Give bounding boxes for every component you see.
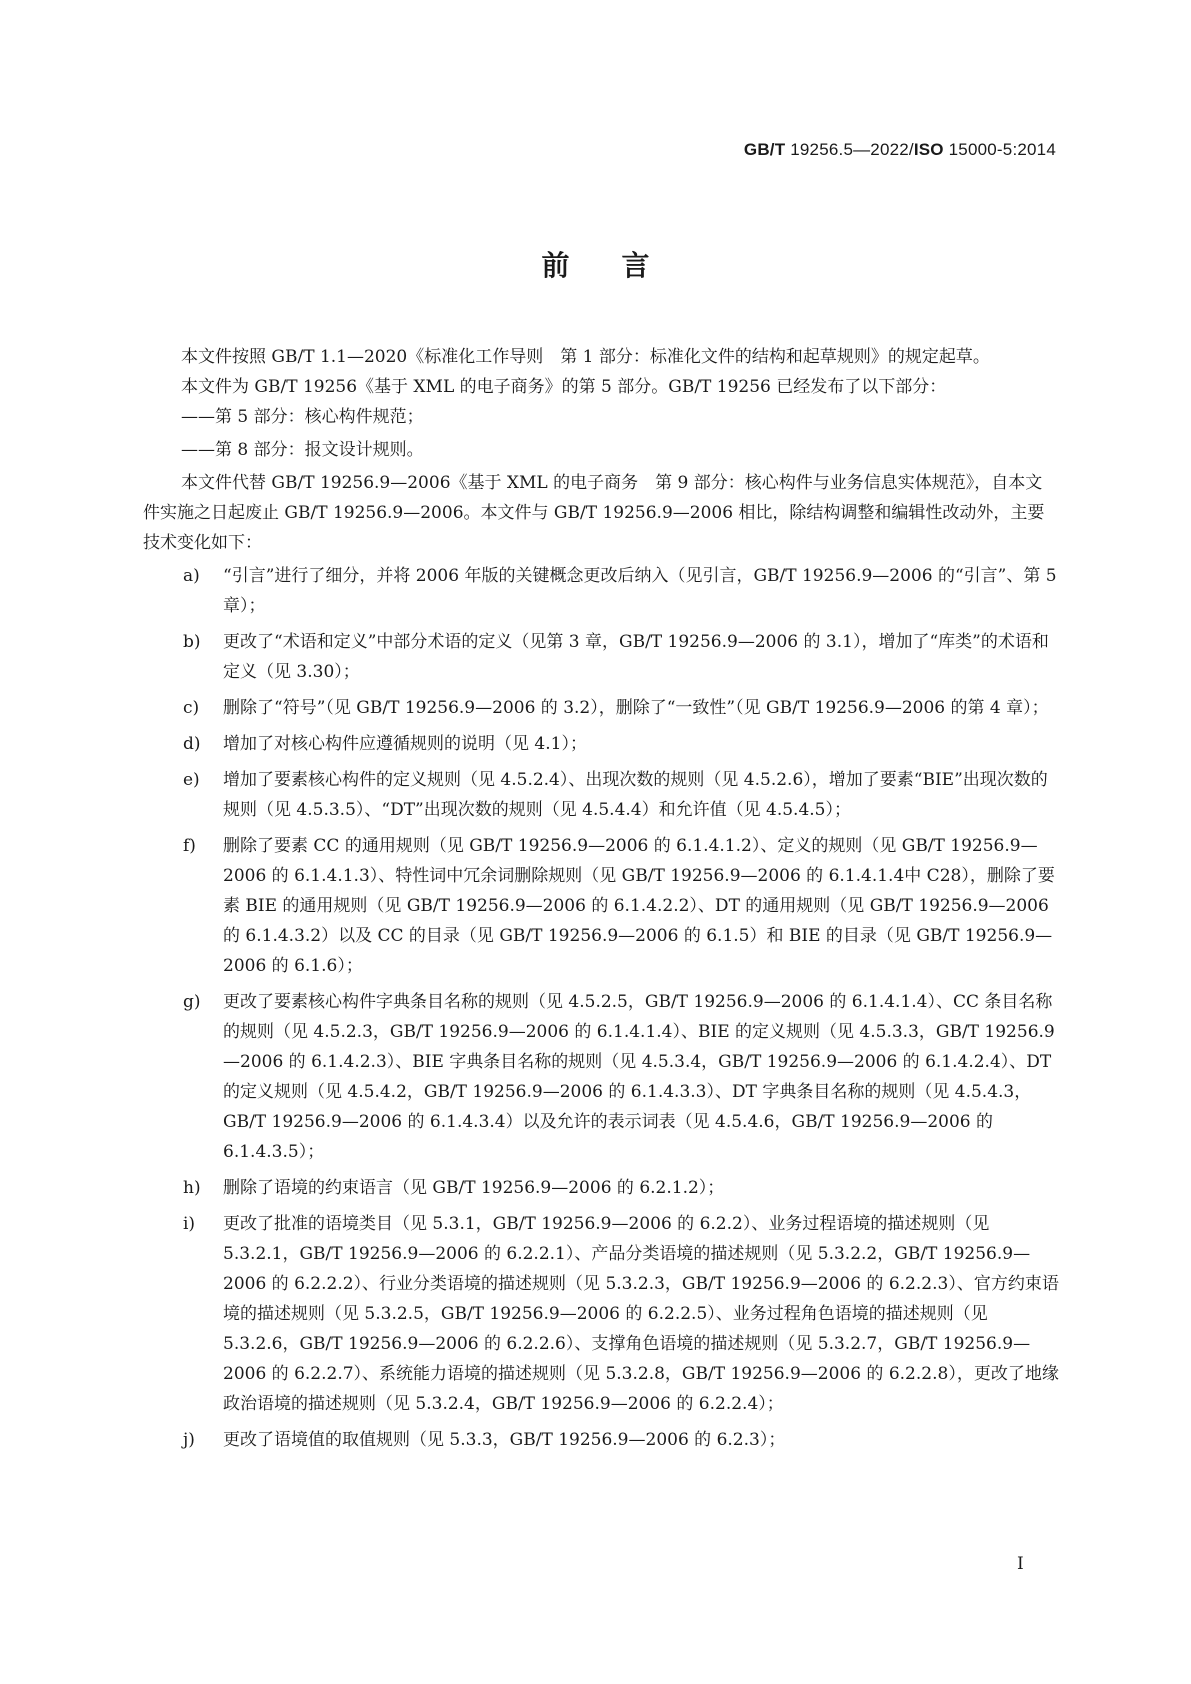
change-text: 更改了批准的语境类目（见 5.3.1，GB/T 19256.9—2006 的 6.2.2）、业务过程语境的描述规则（见 5.3.2.1，GB/T 19256.9—2006 的 6.2.2.1）、产品分类语境的描述规则（见 5.3.2.2，GB/T 19256.9—2006 的 6.2.2.2）、行业分类语境的描述规则（见 5.3.2.3，GB/T 19256.9—2006 的 6.2.2.3）、官方约束语境的描述规则（见 5.3.2.5，GB/T 19256.9—2006 的 6.2.2.5）、业务过程角色语境的描述规则（见 5.3.2.6，GB/T 19256.9—2006 的 6.2.2.6）、支撑角色语境的描述规则（见 5.3.2.7，GB/T 19256.9—2006 的 6.2.2.7）、系统能力语境的描述规则（见 5.3.2.8，GB/T 19256.9—2006 的 6.2.2.8），更改了地缘政治语境的描述规则（见 5.3.2.4，GB/T 19256.9—2006 的 6.2.2.4）；	[223, 1214, 1059, 1414]
change-marker: e)	[183, 770, 200, 790]
change-text: 删除了“符号”（见 GB/T 19256.9—2006 的 3.2），删除了“一致性”（见 GB/T 19256.9—2006 的第 4 章）；	[223, 698, 1049, 718]
change-text: 更改了“术语和定义”中部分术语的定义（见第 3 章，GB/T 19256.9—2006 的 3.1），增加了“库类”的术语和定义（见 3.30）；	[223, 632, 1049, 682]
change-marker: h)	[183, 1178, 201, 1198]
change-item	[143, 765, 1059, 825]
doc-id-a: 19256.5—2022/	[785, 140, 914, 159]
change-text: 增加了要素核心构件的定义规则（见 4.5.2.4）、出现次数的规则（见 4.5.2.6），增加了要素“BIE”出现次数的规则（见 4.5.3.5）、“DT”出现次数的规则（见 4.5.4.4）和允许值（见 4.5.4.5）；	[223, 770, 1048, 820]
change-item	[143, 729, 1059, 759]
part-item: ——第 5 部分：核心构件规范；	[181, 407, 424, 427]
change-item	[143, 1425, 1059, 1455]
change-text: “引言”进行了细分，并将 2006 年版的关键概念更改后纳入（见引言，GB/T 19256.9—2006 的“引言”、第 5 章）；	[223, 566, 1057, 616]
change-marker: i)	[183, 1214, 196, 1234]
change-marker: c)	[183, 698, 200, 718]
change-text: 删除了语境的约束语言（见 GB/T 19256.9—2006 的 6.2.1.2）；	[223, 1178, 725, 1198]
change-item	[143, 561, 1059, 621]
replacement-paragraph: 本文件代替 GB/T 19256.9—2006《基于 XML 的电子商务 第 9 部分：核心构件与业务信息实体规范》，自本文件实施之日起废止 GB/T 19256.9—2006。本文件与 GB/T 19256.9—2006 相比，除结构调整和编辑性改动外，主要技术变化如下：	[143, 473, 1045, 553]
change-item	[143, 627, 1059, 687]
document-body	[143, 342, 1059, 1461]
doc-id-bold-b: ISO	[913, 140, 944, 159]
page-title: 前言	[541, 249, 702, 282]
doc-id-b: 15000-5:2014	[943, 140, 1056, 159]
change-text: 更改了语境值的取值规则（见 5.3.3，GB/T 19256.9—2006 的 6.2.3）；	[223, 1430, 786, 1450]
change-marker: g)	[183, 992, 201, 1012]
change-text: 删除了要素 CC 的通用规则（见 GB/T 19256.9—2006 的 6.1.4.1.2）、定义的规则（见 GB/T 19256.9—2006 的 6.1.4.1.3）、特性词中冗余词删除规则（见 GB/T 19256.9—2006 的 6.1.4.1.4中 C28），删除了要素 BIE 的通用规则（见 GB/T 19256.9—2006 的 6.1.4.2.2）、DT 的通用规则（见 GB/T 19256.9—2006 的 6.1.4.3.2）以及 CC 的目录（见 GB/T 19256.9—2006 的 6.1.5）和 BIE 的目录（见 GB/T 19256.9—2006 的 6.1.6）；	[223, 836, 1055, 976]
doc-id-bold-a: GB/T	[743, 140, 786, 159]
change-marker: f)	[183, 836, 196, 856]
change-text: 增加了对核心构件应遵循规则的说明（见 4.1）；	[223, 734, 587, 754]
change-item	[143, 1173, 1059, 1203]
part-item: ——第 8 部分：报文设计规则。	[181, 440, 424, 460]
drafting-rule-paragraph: 本文件按照 GB/T 1.1—2020《标准化工作导则 第 1 部分：标准化文件的结构和起草规则》的规定起草。	[181, 347, 990, 367]
change-item	[143, 831, 1059, 981]
change-text: 更改了要素核心构件字典条目名称的规则（见 4.5.2.5，GB/T 19256.9—2006 的 6.1.4.1.4）、CC 条目名称的规则（见 4.5.2.3，GB/T 19256.9—2006 的 6.1.4.1.4）、BIE 的定义规则（见 4.5.3.3，GB/T 19256.9—2006 的 6.1.4.2.3）、BIE 字典条目名称的规则（见 4.5.3.4，GB/T 19256.9—2006 的 6.1.4.2.4）、DT 的定义规则（见 4.5.4.2，GB/T 19256.9—2006 的 6.1.4.3.3）、DT 字典条目名称的规则（见 4.5.4.3，GB/T 19256.9—2006 的 6.1.4.3.4）以及允许的表示词表（见 4.5.4.6，GB/T 19256.9—2006 的 6.1.4.3.5）；	[223, 992, 1055, 1162]
page-number: I	[1017, 1554, 1024, 1574]
document-id-header	[744, 140, 1056, 160]
parts-intro-paragraph: 本文件为 GB/T 19256《基于 XML 的电子商务》的第 5 部分。GB/T 19256 已经发布了以下部分：	[181, 377, 947, 397]
changes-list	[143, 561, 1059, 1455]
change-marker: j)	[183, 1430, 195, 1450]
change-item	[143, 1209, 1059, 1419]
change-item	[143, 987, 1059, 1167]
change-marker: a)	[183, 566, 200, 586]
change-item	[143, 693, 1059, 723]
change-marker: b)	[183, 632, 201, 652]
change-marker: d)	[183, 734, 201, 754]
